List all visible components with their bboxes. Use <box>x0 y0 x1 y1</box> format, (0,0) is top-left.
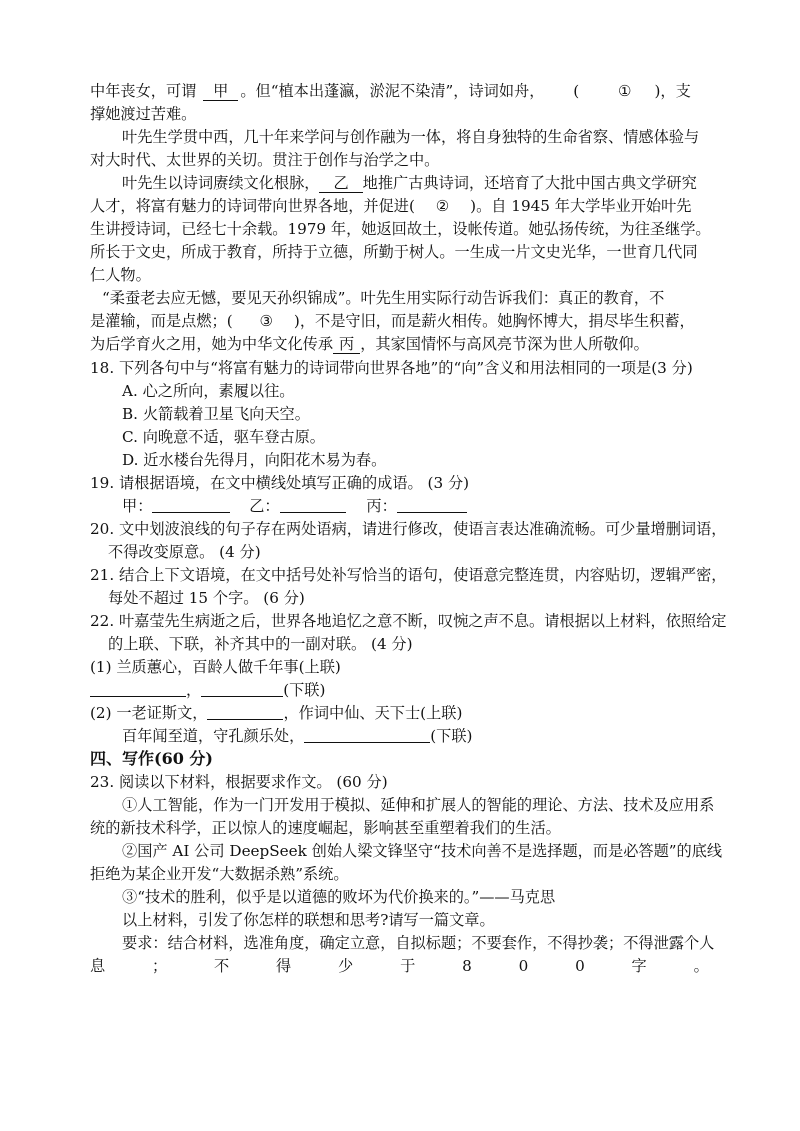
passage-line: 所长于文史，所成于教育，所持于立德，所勤于树人。一生成一片文史光华，一世育几代同 <box>90 243 698 261</box>
question-19-stem: 19. 请根据语境，在文中横线处填写正确的成语。 (3 分) <box>90 474 470 492</box>
section-4-title: 四、写作(60 分) <box>90 749 213 768</box>
text: 是灌输，而是点燃；( <box>90 312 233 330</box>
option-b: B. 火箭载着卫星飞向天空。 <box>122 405 310 423</box>
blank-yi: 乙 <box>319 174 362 193</box>
option-d: D. 近水楼台先得月，向阳花木易为春。 <box>122 451 387 469</box>
material-1-line1: ①人工智能，作为一门开发用于模拟、延伸和扩展人的智能的理论、方法、技术及应用系 <box>122 796 715 814</box>
fill-mark-2: ② <box>435 197 450 215</box>
blank-bing: 丙 <box>333 335 360 354</box>
text: (下联) <box>283 681 326 699</box>
question-21-line1: 21. 结合上下文语境，在文中括号处补写恰当的语句，使语意完整连贯，内容贴切，逻辑严密， <box>90 566 727 584</box>
blank-jia: 甲 <box>203 82 238 101</box>
text: 。但“植本出蓬瀛，淤泥不染清”，诗词如舟， <box>240 82 545 100</box>
material-3-line1: ③“技术的胜利，似乎是以道德的败坏为代价换来的。”——马克思 <box>122 888 556 906</box>
label-yi: 乙： <box>249 497 280 515</box>
text: 中年丧女，可谓 <box>90 82 197 100</box>
question-22-line2: 的上联、下联，补齐其中的一副对联。 (4 分) <box>108 635 413 653</box>
text: ，其家国情怀与高风亮节深为世人所敬仰。 <box>360 335 649 353</box>
passage-line: 仁人物。 <box>90 266 151 284</box>
paren-open: ( <box>573 82 580 100</box>
text: 地推广古典诗词，还培育了大批中国古典文学研究 <box>362 174 697 192</box>
couplet-2-upper <box>90 702 462 724</box>
question-20-line2: 不得改变原意。 (4 分) <box>108 543 261 561</box>
question-21-line2: 每处不超过 15 个字。 (6 分) <box>108 589 305 607</box>
passage-line <box>122 172 697 194</box>
material-1-line2: 统的新技术科学，正以惊人的速度崛起，影响甚至重塑着我们的生活。 <box>90 819 561 837</box>
question-23-stem: 23. 阅读以下材料，根据要求作文。 (60 分) <box>90 773 388 791</box>
question-22-line1: 22. 叶嘉莹先生病逝之后，世界各地追忆之意不断，叹惋之声不息。请根据以上材料，依照给定 <box>90 612 727 630</box>
text: )。自 1945 年大学毕业开始叶先 <box>470 197 692 215</box>
passage-line: 撑她渡过苦难。 <box>90 105 197 123</box>
material-2-line1: ②国产 AI 公司 DeepSeek 创始人梁文锋坚守“技术向善不是选择题，而是必答题”的底线 <box>122 842 723 860</box>
couplet-1-blank-b[interactable] <box>201 681 283 697</box>
couplet-1-blank-a[interactable] <box>90 681 186 697</box>
text: 百年闻至道，守孔颜乐处， <box>122 727 305 745</box>
text: (下联) <box>430 727 473 745</box>
couplet-1-upper: (1) 兰质蕙心，百龄人做千年事(上联) <box>90 658 341 676</box>
couplet-2-blank-a[interactable] <box>207 704 283 720</box>
material-2-line2: 拒绝为某企业开发“大数据杀熟”系统。 <box>90 865 349 883</box>
passage-line <box>90 80 691 102</box>
label-jia: 甲： <box>122 497 153 515</box>
option-c: C. 向晚意不适，驱车登古原。 <box>122 428 325 446</box>
passage-line <box>90 310 695 332</box>
fill-mark-1: ① <box>618 82 632 100</box>
passage-line: 对大时代、太世界的关切。贯注于创作与治学之中。 <box>90 151 440 169</box>
question-18-stem: 18. 下列各句中与“将富有魅力的诗词带向世界各地”的“向”含义和用法相同的一项是(3 分) <box>90 359 693 377</box>
couplet-1-lower <box>90 679 325 701</box>
requirements-line1: 要求：结合材料，选准角度，确定立意，自拟标题；不要套作，不得抄袭；不得泄露个人 <box>122 934 715 952</box>
text: ， <box>186 681 202 699</box>
couplet-2-lower <box>122 725 472 747</box>
q19-answer-line <box>122 495 467 517</box>
label-bing: 丙： <box>366 497 397 515</box>
passage-line: “柔蚕老去应无憾，要见天孙织锦成”。叶先生用实际行动告诉我们：真正的教育，不 <box>102 289 665 307</box>
writing-prompt: 以上材料，引发了你怎样的联想和思考?请写一篇文章。 <box>122 911 495 929</box>
text: (2) 一老证斯文， <box>90 704 208 722</box>
paren-close: )，支 <box>654 82 691 100</box>
text: 为后学育火之用，她为中华文化传承 <box>90 335 333 353</box>
passage-line: 生讲授诗词，已经七十余载。1979 年，她返回故土，设帐传道。她弘扬传统，为往圣继学。 <box>90 220 711 238</box>
text: 人才，将富有魅力的诗词带向世界各地，并促进( <box>90 197 415 215</box>
text: 叶先生以诗词赓续文化根脉， <box>122 174 320 192</box>
requirements-line2 <box>90 955 709 977</box>
text: )，不是守旧，而是薪火相传。她胸怀博大，捐尽毕生积蓄， <box>293 312 695 330</box>
text: ，作词中仙、天下士(上联) <box>283 704 463 722</box>
question-20-line1: 20. 文中划波浪线的句子存在两处语病，请进行修改，使语言表达准确流畅。可少量增删词语， <box>90 520 727 538</box>
couplet-2-blank-b[interactable] <box>304 727 430 743</box>
passage-line: 叶先生学贯中西，几十年来学问与创作融为一体，将自身独特的生命省察、情感体验与 <box>122 128 700 146</box>
passage-line <box>90 333 649 355</box>
answer-blank-jia[interactable] <box>152 497 230 513</box>
text: 息 ； 不 得 少 于 8 0 0 字 。 <box>90 957 709 975</box>
passage-line <box>90 195 691 217</box>
fill-mark-3: ③ <box>259 312 274 330</box>
answer-blank-bing[interactable] <box>397 497 467 513</box>
answer-blank-yi[interactable] <box>280 497 346 513</box>
option-a: A. 心之所向，素履以往。 <box>122 382 295 400</box>
